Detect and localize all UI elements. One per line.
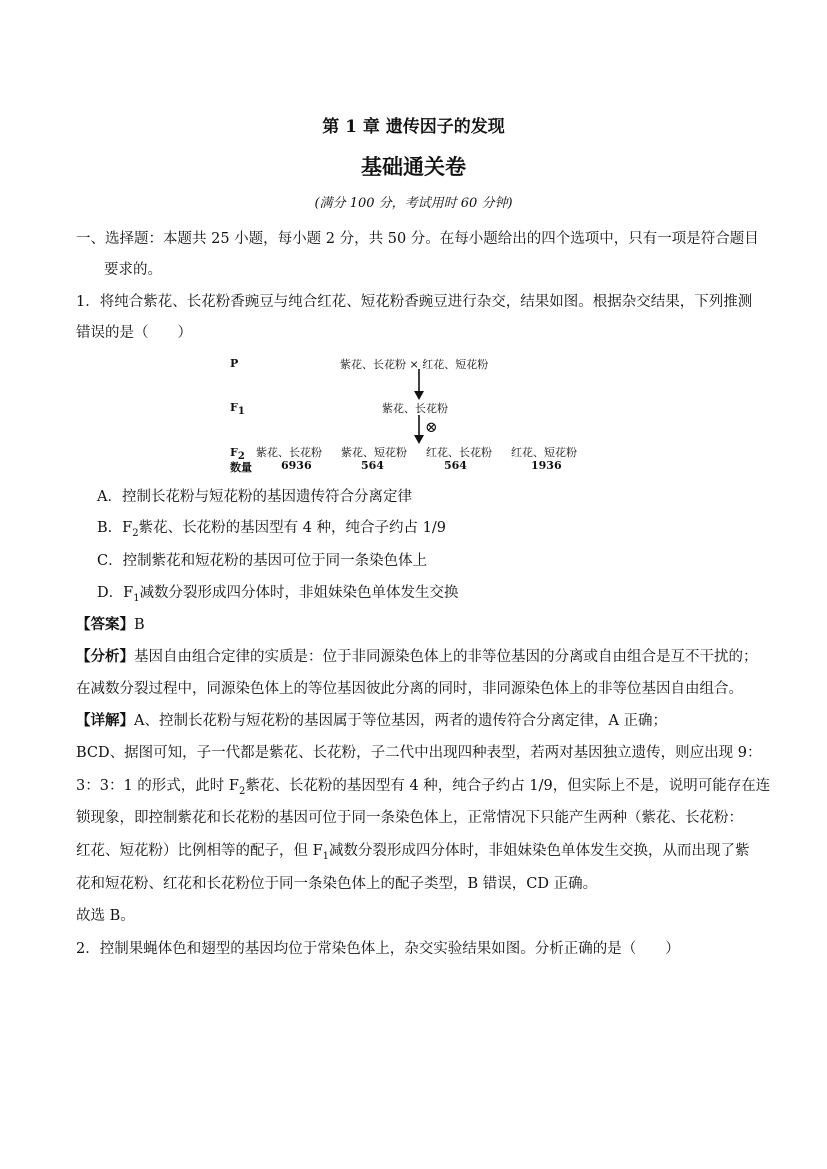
f1-phenotype: 紫花、长花粉 xyxy=(382,402,448,415)
q1-stem-line1: 1．将纯合紫花、长花粉香豌豆与纯合红花、短花粉香豌豆进行杂交，结果如图。根据杂交结果，下列推测 xyxy=(76,294,753,310)
f2-phenotype: 红花、长花粉 xyxy=(426,446,492,459)
q1-answer: 【答案】B xyxy=(76,616,145,633)
f2-phenotype: 紫花、短花粉 xyxy=(341,446,407,459)
test-title: 基础通关卷 xyxy=(361,154,466,179)
f2-count: 6936 xyxy=(281,459,312,472)
f2-count: 1936 xyxy=(531,459,562,472)
f2-label: $F_2$ xyxy=(230,446,245,463)
q1-analysis-line1: 【分析】基因自由组合定律的实质是：位于非同源染色体上的非等位基因的分离或自由组合是互不干扰的； xyxy=(76,648,758,665)
f2-phenotype: 红花、短花粉 xyxy=(511,446,577,459)
chapter-title: 第 1 章 遗传因子的发现 xyxy=(322,117,505,137)
section-instructions-line2: 要求的。 xyxy=(104,262,162,278)
down-arrow-icon xyxy=(412,369,426,401)
q1-stem-line2: 错误的是（ ） xyxy=(76,325,192,341)
q1-detail-line2: BCD、据图可知，子一代都是紫花、长花粉，子二代中出现四种表型，若两对基因独立遗传，则应出现 9： xyxy=(76,745,762,761)
f2-count: 564 xyxy=(361,459,384,472)
q1-option-c: C．控制紫花和短花粉的基因可位于同一条染色体上 xyxy=(97,553,428,569)
f2-count: 564 xyxy=(444,459,467,472)
exam-meta: (满分 100 分，考试用时 60 分钟) xyxy=(314,196,513,211)
q1-analysis-line2: 在减数分裂过程中，同源染色体上的等位基因彼此分离的同时，非同源染色体上的非等位基因自由组合。 xyxy=(76,681,743,697)
section-instructions-line1: 一、选择题：本题共 25 小题，每小题 2 分，共 50 分。在每小题给出的四个选项中，只有一项是符合题目 xyxy=(76,231,759,247)
f1-label: $F_1$ xyxy=(230,401,245,418)
q1-option-b: B．$F_2$紫花、长花粉的基因型有 4 种，纯合子约占 1/9 xyxy=(97,520,446,539)
q1-detail-line1: 【详解】A、控制长花粉与短花粉的基因属于等位基因，两者的遗传符合分离定律，A 正确； xyxy=(76,712,668,729)
q1-option-d: D．$F_1$减数分裂形成四分体时，非姐妹染色单体发生交换 xyxy=(97,585,459,604)
p-cross-text: 紫花、长花粉 × 红花、短花粉 xyxy=(340,358,489,371)
f2-phenotype: 紫花、长花粉 xyxy=(256,446,322,459)
count-label: 数量 xyxy=(230,461,252,474)
selfing-symbol: ⊗ xyxy=(425,418,438,436)
q1-detail-line3: 3：3：1 的形式，此时 $F_2$紫花、长花粉的基因型有 4 种，纯合子约占 1/9，但实际上不是，说明可能存在连 xyxy=(76,778,771,797)
q1-detail-line4: 锁现象，即控制紫花和长花粉的基因可位于同一条染色体上，正常情况下只能产生两种（紫花、长花粉： xyxy=(76,810,743,826)
q2-stem-line1: 2．控制果蝇体色和翅型的基因均位于常染色体上，杂交实验结果如图。分析正确的是（ ） xyxy=(76,941,680,957)
q1-option-a: A．控制长花粉与短花粉的基因遗传符合分离定律 xyxy=(97,489,412,505)
q1-conclusion: 故选 B。 xyxy=(76,908,135,924)
down-arrow-icon xyxy=(412,415,426,445)
q1-detail-line6: 花和短花粉、红花和长花粉位于同一条染色体上的配子类型，B 错误，CD 正确。 xyxy=(76,876,598,892)
q1-detail-line5: 红花、短花粉）比例相等的配子，但 $F_1$减数分裂形成四分体时，非姐妹染色单体发生交换，从而出现了紫 xyxy=(76,843,750,862)
p-label: P xyxy=(230,357,239,370)
